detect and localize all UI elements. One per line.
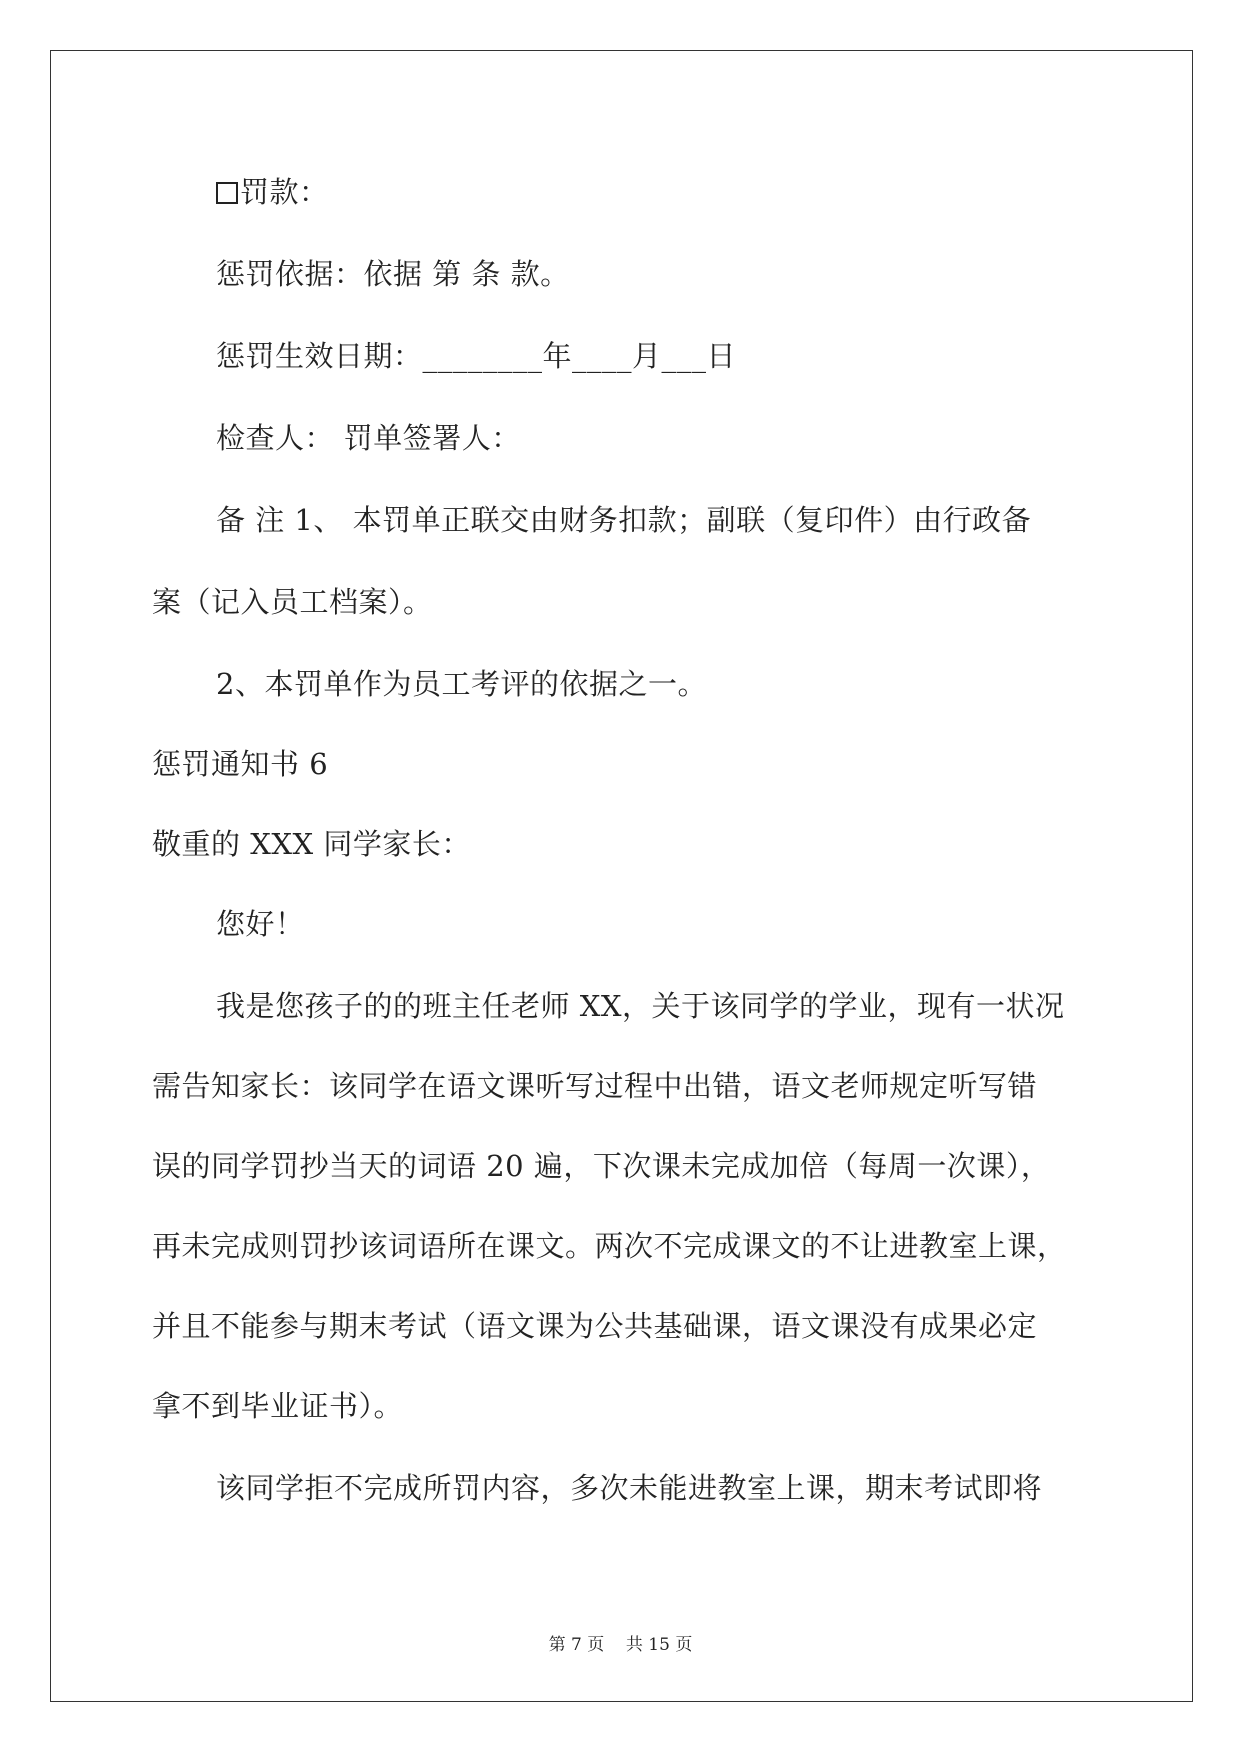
greeting: 您好！ — [216, 907, 305, 941]
checkbox-icon[interactable] — [216, 182, 238, 204]
body-paragraph-1-line-4: 再未完成则罚抄该词语所在课文。两次不完成课文的不让进教室上课， — [152, 1229, 1067, 1263]
effective-date-line: 惩罚生效日期：________年____月___日 — [216, 339, 737, 373]
note-line-1: 备 注 1、 本罚单正联交由财务扣款；副联（复印件）由行政备 — [216, 503, 1032, 537]
page-border — [50, 50, 1193, 1702]
page-footer: 第 7 页 共 15 页 — [548, 1635, 693, 1655]
salutation: 敬重的 XXX 同学家长： — [152, 827, 471, 861]
fine-option-line — [216, 172, 329, 212]
penalty-basis-line: 惩罚依据：依据 第 条 款。 — [216, 257, 570, 291]
fine-label: 罚款： — [240, 175, 329, 209]
note-line-2: 2、本罚单作为员工考评的依据之一。 — [216, 667, 707, 701]
body-paragraph-1-line-2: 需告知家长：该同学在语文课听写过程中出错，语文老师规定听写错 — [152, 1069, 1038, 1103]
section-heading: 惩罚通知书 6 — [152, 747, 329, 781]
note-line-1-continued: 案（记入员工档案）。 — [152, 585, 433, 619]
body-paragraph-1-line-6: 拿不到毕业证书）。 — [152, 1389, 404, 1423]
body-paragraph-1-line-1: 我是您孩子的的班主任老师 XX，关于该同学的学业，现有一状况 — [216, 989, 1065, 1023]
signatories-line: 检查人： 罚单签署人： — [216, 421, 521, 455]
body-paragraph-1-line-3: 误的同学罚抄当天的词语 20 遍，下次课未完成加倍（每周一次课）， — [152, 1149, 1051, 1183]
body-paragraph-2-line-1: 该同学拒不完成所罚内容，多次未能进教室上课，期末考试即将 — [216, 1471, 1043, 1505]
body-paragraph-1-line-5: 并且不能参与期末考试（语文课为公共基础课，语文课没有成果必定 — [152, 1309, 1038, 1343]
